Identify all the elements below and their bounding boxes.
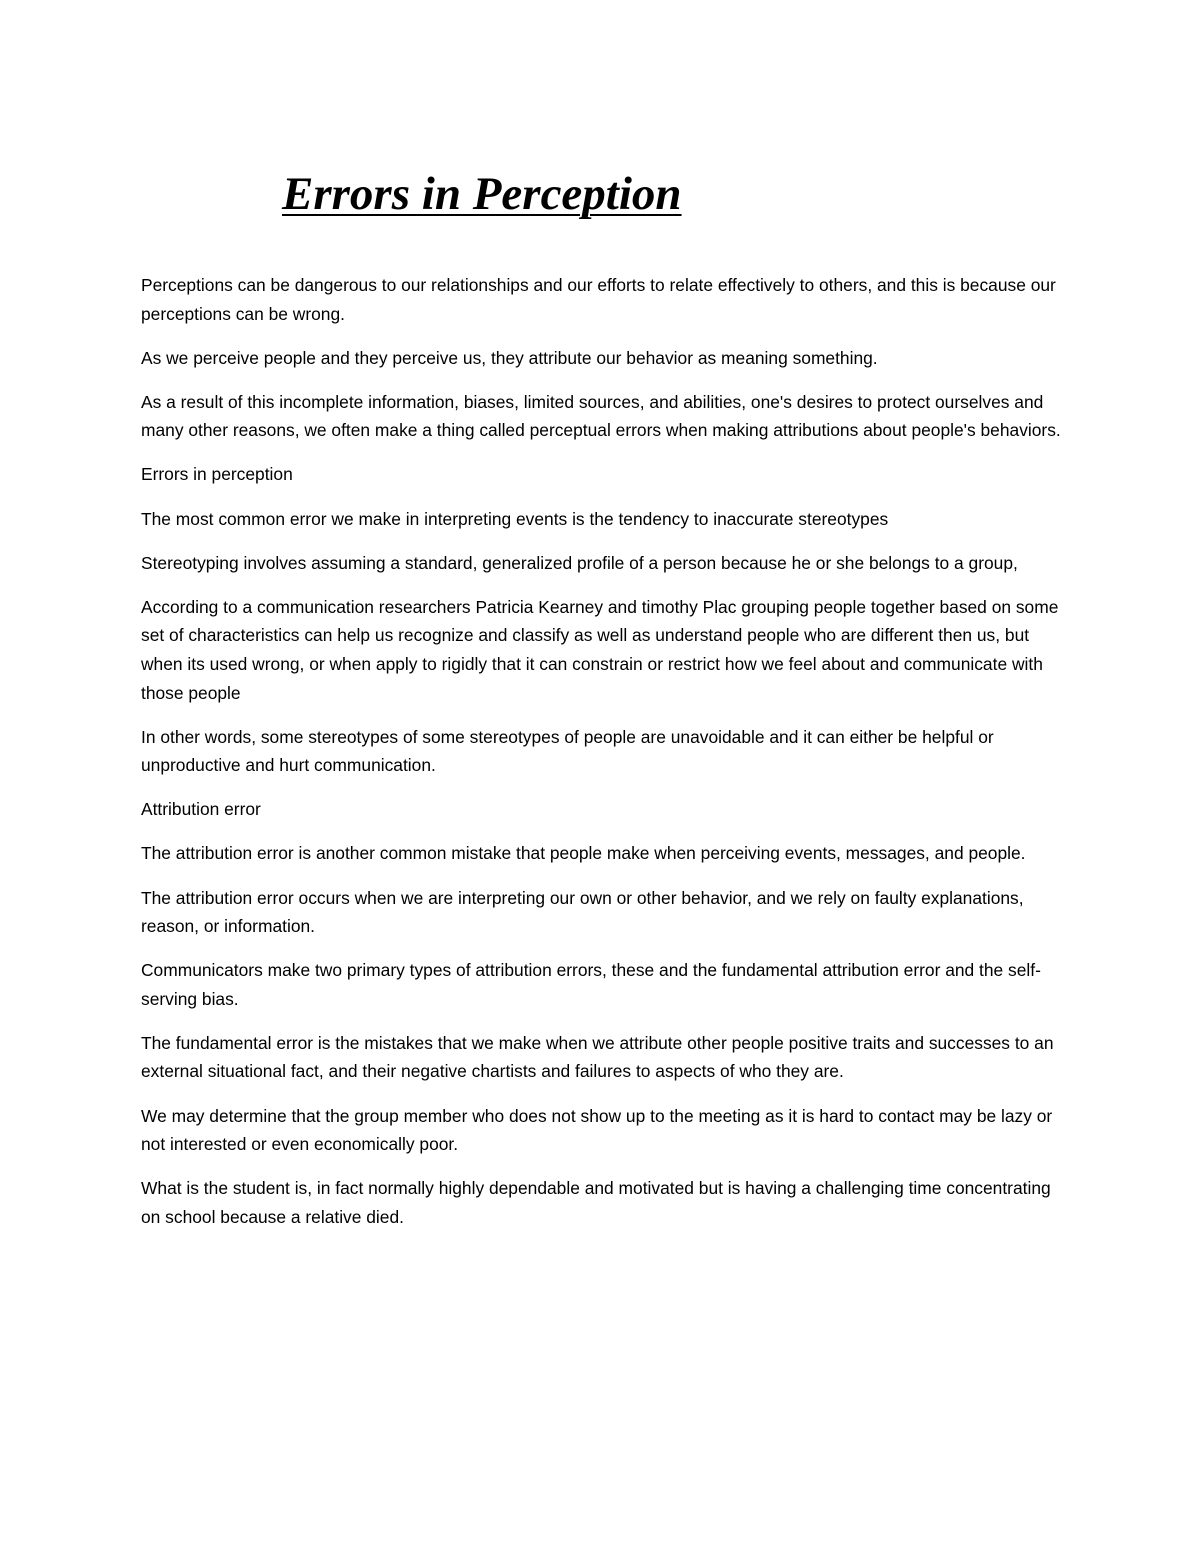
- paragraph: Perceptions can be dangerous to our relationships and our efforts to relate effectively to others, and this is because our perceptions can be wrong.: [141, 275, 1056, 324]
- paragraph: In other words, some stereotypes of some stereotypes of people are unavoidable and it can either be helpful or unproductive and hurt communication.: [141, 726, 994, 776]
- paragraph: Communicators make two primary types of attribution errors, these and the fundamental attribution error and the self-serving bias.: [141, 960, 1041, 1009]
- paragraph: What is the student is, in fact normally highly dependable and motivated but is having a challenging time concentrating on school because a relative died.: [141, 1178, 1051, 1227]
- paragraph: The attribution error is another common mistake that people make when perceiving events, messages, and people.: [141, 843, 1026, 864]
- paragraph: The attribution error occurs when we are interpreting our own or other behavior, and we rely on faulty explanations, reason, or information.: [141, 887, 1024, 937]
- paragraph: The fundamental error is the mistakes that we make when we attribute other people positive traits and successes to an external situational fact, and their negative chartists and failures to aspects of who they are.: [141, 1032, 1054, 1082]
- paragraph: We may determine that the group member who does not show up to the meeting as it is hard to contact may be lazy or not interested or even economically poor.: [141, 1105, 1053, 1155]
- paragraph: As a result of this incomplete information, biases, limited sources, and abilities, one's desires to protect ourselves and many other reasons, we often make a thing called perceptual errors when making attributions about people's behaviors.: [141, 391, 1061, 441]
- paragraph: According to a communication researchers Patricia Kearney and timothy Plac grouping people together based on some set of characteristics can help us recognize and classify as well as understand people who are different then us, but when its used wrong, or when apply to rigidly that it can constrain or restrict how we feel about and communicate with those people: [141, 596, 1059, 703]
- paragraph: The most common error we make in interpreting events is the tendency to inaccurate stereotypes: [141, 508, 889, 529]
- section-heading: Attribution error: [141, 799, 261, 820]
- document-body: [141, 271, 1071, 1247]
- section-heading: Errors in perception: [141, 464, 293, 485]
- paragraph: Stereotyping involves assuming a standard, generalized profile of a person because he or she belongs to a group,: [141, 552, 1018, 573]
- document-title: Errors in Perception: [282, 168, 682, 220]
- paragraph: As we perceive people and they perceive us, they attribute our behavior as meaning something.: [141, 347, 878, 368]
